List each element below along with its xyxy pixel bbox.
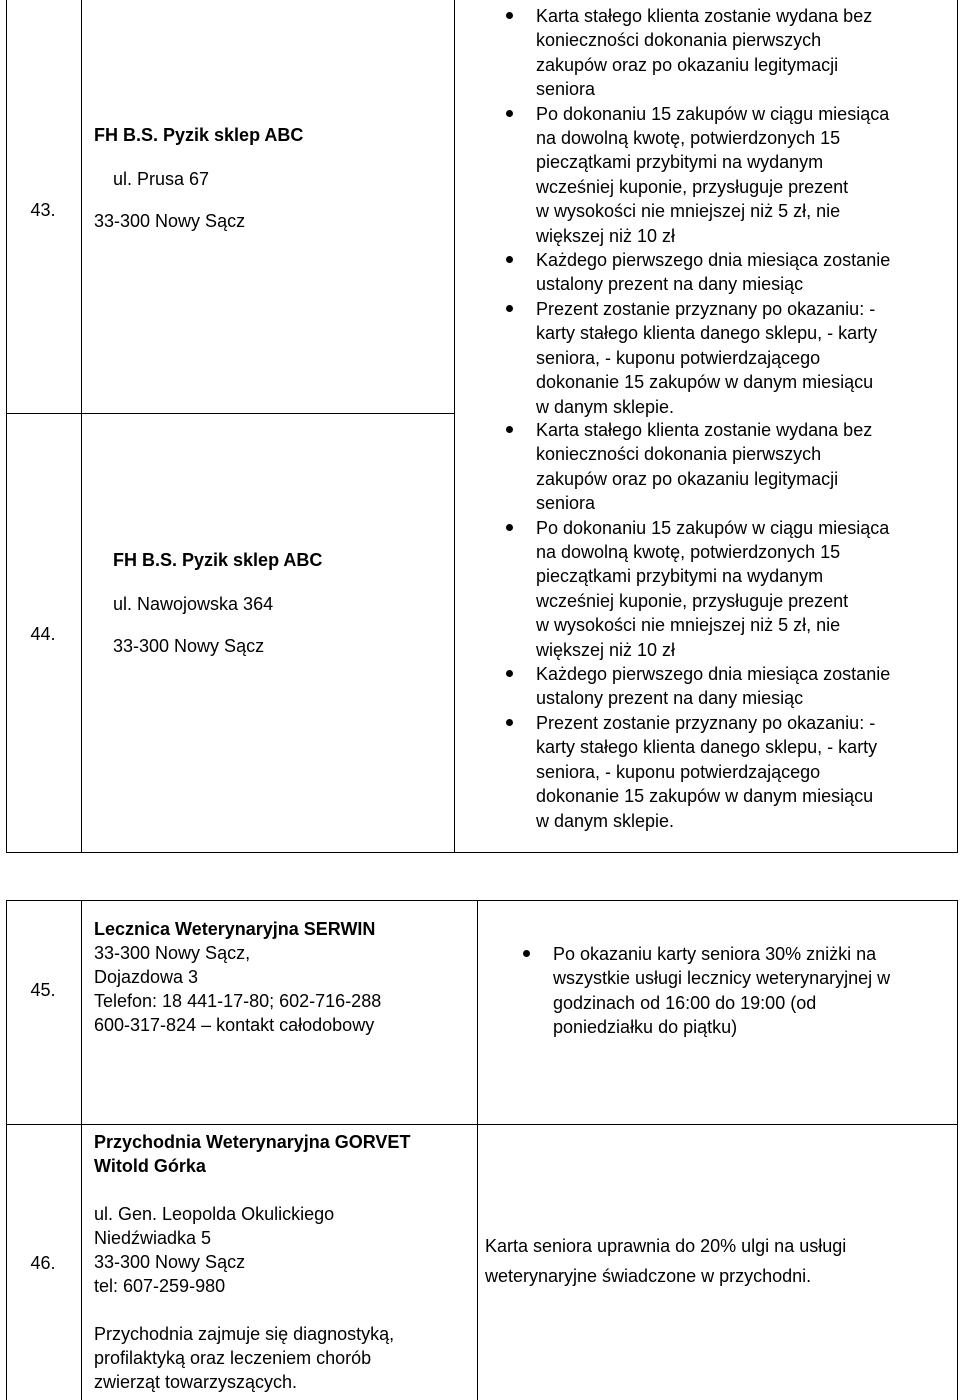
clinic-benefit-2: weterynaryjne świadczone w przychodni. xyxy=(485,1266,812,1286)
benefits-list-45 xyxy=(553,942,890,1040)
shop-name: FH B.S. Pyzik sklep ABC xyxy=(113,550,323,570)
row-number: 44. xyxy=(30,624,56,644)
clinic-street: Dojazdowa 3 xyxy=(94,967,199,987)
clinic-phone: Telefon: 18 441-17-80; 602-716-288 xyxy=(94,991,382,1011)
benefit-item: Karta stałego klienta zostanie wydana bez konieczności dokonania pierwszych zakupów oraz po okazaniu legitymacji seniora xyxy=(536,418,890,516)
clinic-street-2: Niedźwiadka 5 xyxy=(94,1228,212,1248)
benefits-list-44 xyxy=(536,418,890,833)
shop-name: FH B.S. Pyzik sklep ABC xyxy=(94,125,304,145)
shop-street: ul. Nawojowska 364 xyxy=(113,594,274,614)
clinic-phone: tel: 607-259-980 xyxy=(94,1276,226,1296)
clinic-city: 33-300 Nowy Sącz xyxy=(94,1252,246,1272)
benefit-item: Każdego pierwszego dnia miesiąca zostanie ustalony prezent na dany miesiąc xyxy=(536,248,890,297)
benefit-item: Po dokonaniu 15 zakupów w ciągu miesiąca na dowolną kwotę, potwierdzonych 15 pieczątkami przybitymi na wydanym wcześniej kuponie, przysługuje prezent w wysokości nie mniejszej niż 5 zł, nie większej niż 10 zł xyxy=(536,102,890,248)
clinic-owner: Witold Górka xyxy=(94,1156,206,1176)
clinic-name: Lecznica Weterynaryjna SERWIN xyxy=(94,919,376,939)
shop-city: 33-300 Nowy Sącz xyxy=(94,211,246,231)
row-number: 43. xyxy=(30,200,56,220)
clinic-description-2: profilaktyką oraz leczeniem chorób xyxy=(94,1348,372,1368)
clinic-description-3: zwierząt towarzyszących. xyxy=(94,1372,298,1392)
clinic-phone-24h: 600-317-824 – kontakt całodobowy xyxy=(94,1015,375,1035)
shop-city: 33-300 Nowy Sącz xyxy=(113,636,265,656)
shop-street: ul. Prusa 67 xyxy=(113,169,210,189)
benefit-item: Prezent zostanie przyznany po okazaniu: - karty stałego klienta danego sklepu, - karty seniora, - kuponu potwierdzającego dokonanie 15 zakupów w danym miesiącu w danym sklepie. xyxy=(536,297,890,419)
clinic-description-1: Przychodnia zajmuje się diagnostyką, xyxy=(94,1324,395,1344)
benefit-item: Każdego pierwszego dnia miesiąca zostanie ustalony prezent na dany miesiąc xyxy=(536,662,890,711)
benefits-list-43 xyxy=(536,4,890,419)
benefit-item: Karta stałego klienta zostanie wydana bez konieczności dokonania pierwszych zakupów oraz po okazaniu legitymacji seniora xyxy=(536,4,890,102)
clinic-street: ul. Gen. Leopolda Okulickiego xyxy=(94,1204,335,1224)
clinic-name: Przychodnia Weterynaryjna GORVET xyxy=(94,1132,411,1152)
clinic-city: 33-300 Nowy Sącz, xyxy=(94,943,251,963)
benefit-item: Po dokonaniu 15 zakupów w ciągu miesiąca na dowolną kwotę, potwierdzonych 15 pieczątkami przybitymi na wydanym wcześniej kuponie, przysługuje prezent w wysokości nie mniejszej niż 5 zł, nie większej niż 10 zł xyxy=(536,516,890,662)
row-number: 45. xyxy=(30,980,56,1000)
clinic-benefit-1: Karta seniora uprawnia do 20% ulgi na usługi xyxy=(485,1236,847,1256)
benefit-item: Po okazaniu karty seniora 30% zniżki na wszystkie usługi lecznicy weterynaryjnej w godzinach od 16:00 do 19:00 (od poniedziałku do piątku) xyxy=(553,942,890,1040)
benefit-item: Prezent zostanie przyznany po okazaniu: - karty stałego klienta danego sklepu, - karty seniora, - kuponu potwierdzającego dokonanie 15 zakupów w danym miesiącu w danym sklepie. xyxy=(536,711,890,833)
row-number: 46. xyxy=(30,1253,56,1273)
